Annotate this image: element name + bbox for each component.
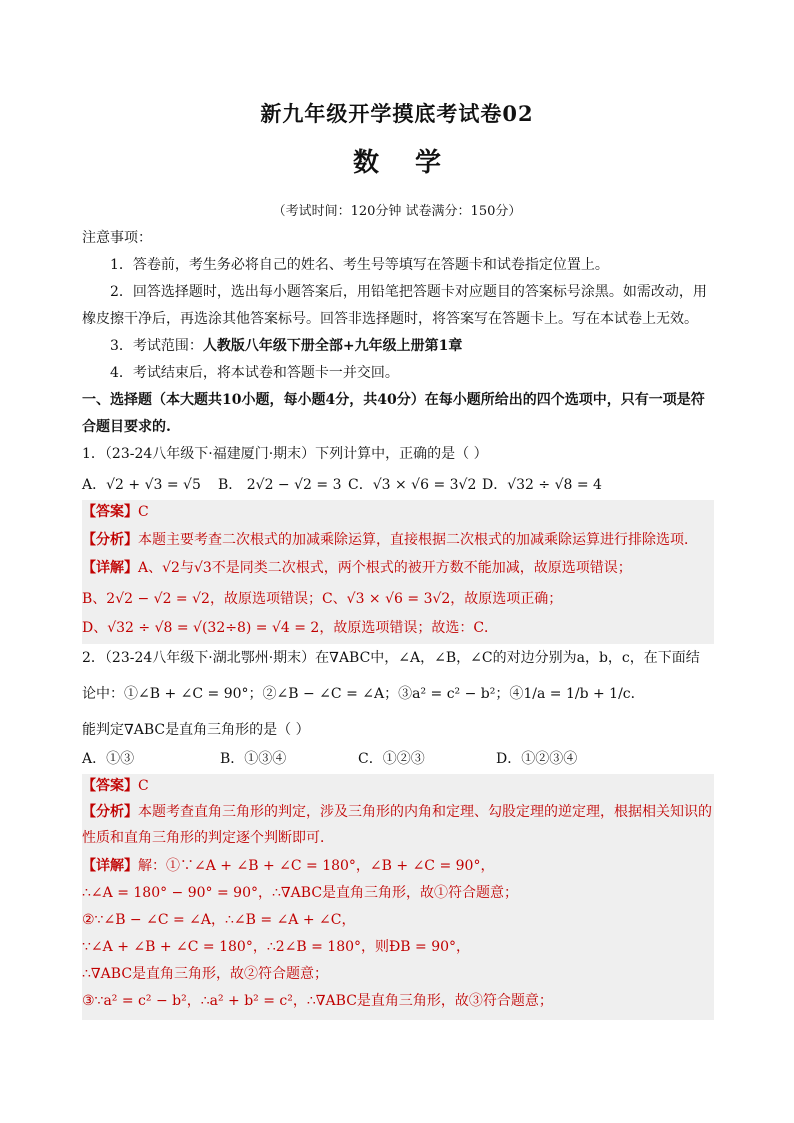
q2-detail-1 bbox=[82, 855, 714, 877]
notes-item-3-scope: 人教版八年级下册全部+九年级上册第1章 bbox=[202, 338, 463, 354]
q1-detail-3: D、√32 ÷ √8 = √(32÷8) = √4 = 2，故原选项错误；故选：C． bbox=[82, 620, 499, 636]
q2-detail-1-text: 解：①∵∠A + ∠B + ∠C = 180°，∠B + ∠C = 90°， bbox=[138, 858, 495, 874]
subject-title: 数学 bbox=[352, 148, 477, 178]
section-1-line-2: 合题目要求的. bbox=[82, 419, 171, 435]
q1-detail-tag: 【详解】 bbox=[82, 560, 138, 576]
q2-detail-6: ③∵a² = c² − b²，∴a² + b² = c²，∴∇ABC是直角三角形，故③符合题意； bbox=[82, 993, 553, 1009]
q2-stem-line-3: 能判定∇ABC是直角三角形的是（ ） bbox=[82, 722, 310, 738]
q1-detail-1 bbox=[82, 557, 714, 579]
q1-analysis-text: 本题主要考查二次根式的加减乘除运算，直接根据二次根式的加减乘除运算进行排除选项． bbox=[138, 532, 698, 548]
q1-answer-tag: 【答案】 bbox=[82, 504, 138, 520]
q1-analysis-tag: 【分析】 bbox=[82, 532, 138, 548]
notes-item-4: 4．考试结束后，将本试卷和答题卡一并交回。 bbox=[110, 365, 399, 381]
q2-answer-value: C bbox=[138, 778, 149, 794]
q2-stem-line-2: 论中：①∠B + ∠C = 90°；②∠B − ∠C = ∠A；③a² = c² − b²；④1/a = 1/b + 1/c． bbox=[82, 686, 645, 702]
q2-option-a: A．①③ bbox=[82, 751, 135, 767]
q2-analysis-tag: 【分析】 bbox=[82, 804, 138, 820]
q1-option-d: D．√32 ÷ √8 = 4 bbox=[482, 477, 602, 493]
notes-item-2-line-1: 2．回答选择题时，选出每小题答案后，用铅笔把答题卡对应题目的答案标号涂黑。如需改动，用 bbox=[110, 284, 707, 300]
notes-item-2-line-2: 橡皮擦干净后，再选涂其他答案标号。回答非选择题时，将答案写在答题卡上。写在本试卷上无效。 bbox=[82, 311, 698, 327]
q1-answer bbox=[82, 501, 714, 523]
q2-detail-5: ∴∇ABC是直角三角形，故②符合题意； bbox=[82, 966, 329, 982]
q1-stem: 1．（23-24八年级下·福建厦门·期末）下列计算中，正确的是（ ） bbox=[82, 446, 488, 462]
notes-item-3 bbox=[110, 336, 714, 356]
q2-answer bbox=[82, 775, 714, 797]
q2-option-d: D．①②③④ bbox=[496, 751, 578, 767]
q1-option-c: C．√3 × √6 = 3√2 bbox=[348, 477, 477, 493]
q1-answer-value: C bbox=[138, 504, 149, 520]
q1-option-b: B． 2√2 − √2 = 3 bbox=[218, 477, 342, 493]
exam-title: 新九年级开学摸底考试卷02 bbox=[260, 101, 534, 126]
q2-detail-2: ∴∠A = 180° − 90° = 90°，∴∇ABC是直角三角形，故①符合题意； bbox=[82, 885, 519, 901]
q1-analysis bbox=[82, 529, 714, 551]
q2-analysis-line-1 bbox=[82, 801, 714, 823]
q2-analysis-text: 本题考查直角三角形的判定，涉及三角形的内角和定理、勾股定理的逆定理，根据相关知识的 bbox=[138, 804, 712, 820]
q2-detail-tag: 【详解】 bbox=[82, 858, 138, 874]
notes-item-3-prefix: 3．考试范围： bbox=[110, 338, 203, 354]
notes-item-1: 1．答卷前，考生务必将自己的姓名、考生号等填写在答题卡和试卷指定位置上。 bbox=[110, 257, 609, 273]
q1-option-a: A．√2 + √3 = √5 bbox=[82, 477, 201, 493]
exam-info: （考试时间：120分钟 试卷满分：150分） bbox=[272, 204, 522, 219]
q2-stem-line-1: 2．（23-24八年级下·湖北鄂州·期末）在∇ABC中，∠A，∠B，∠C的对边分别为a，b，c，在下面结 bbox=[82, 650, 700, 666]
q2-analysis-line-2: 性质和直角三角形的判定逐个判断即可． bbox=[82, 830, 334, 846]
q1-detail-2: B、2√2 − √2 = √2，故原选项错误；C、√3 × √6 = 3√2，故原选项正确； bbox=[82, 591, 563, 607]
q1-detail-1-text: A、√2与√3不是同类二次根式，两个根式的被开方数不能加减，故原选项错误； bbox=[138, 560, 632, 576]
q2-detail-3: ②∵∠B − ∠C = ∠A，∴∠B = ∠A + ∠C， bbox=[82, 912, 356, 928]
q2-detail-4: ∵∠A + ∠B + ∠C = 180°，∴2∠B = 180°，则ÐB = 90°， bbox=[82, 939, 471, 955]
section-1-line-1: 一、选择题（本大题共10小题，每小题4分，共40分）在每小题所给出的四个选项中，只有一项是符 bbox=[82, 392, 705, 408]
q2-answer-tag: 【答案】 bbox=[82, 778, 138, 794]
notes-heading: 注意事项： bbox=[82, 230, 152, 246]
q2-option-b: B．①③④ bbox=[220, 751, 287, 767]
q2-option-c: C．①②③ bbox=[358, 751, 425, 767]
